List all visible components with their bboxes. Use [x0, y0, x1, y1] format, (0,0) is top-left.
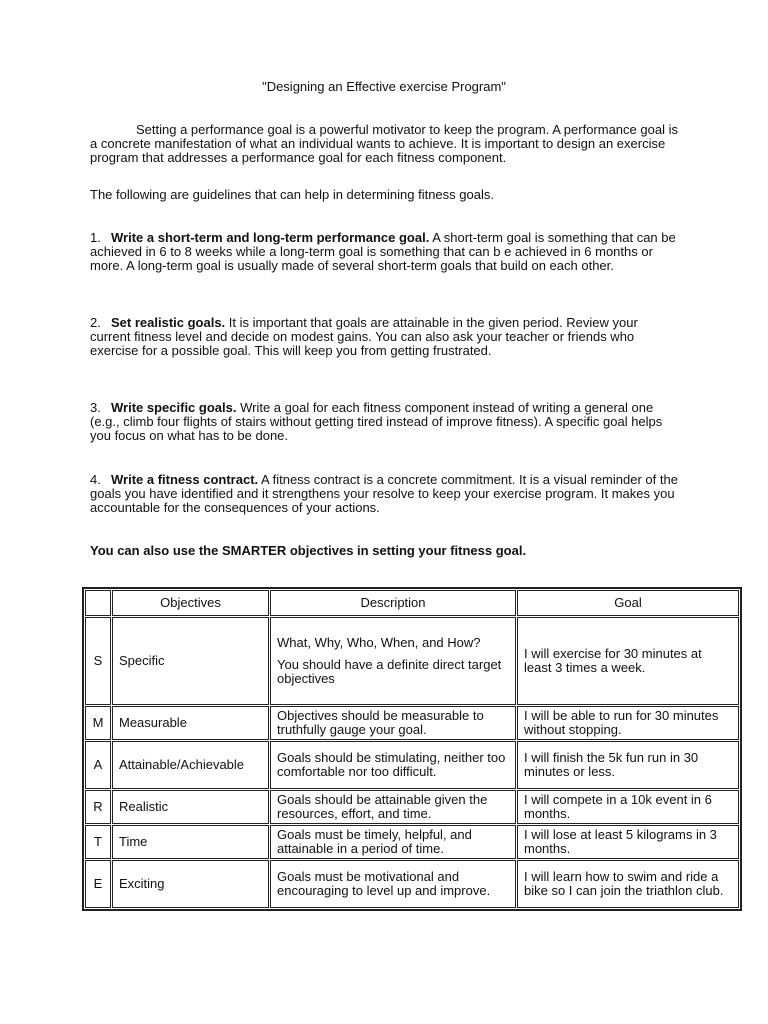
row-description: Goals must be timely, helpful, and attainable in a period of time. [270, 825, 516, 859]
guideline-heading: Write a fitness contract. [111, 472, 259, 487]
row-letter: S [85, 617, 111, 705]
smarter-note: You can also use the SMARTER objectives in setting your fitness goal. [90, 543, 527, 558]
row-description: Objectives should be measurable to truthfully gauge your goal. [270, 706, 516, 740]
header-description: Description [270, 590, 516, 616]
row-letter: T [85, 825, 111, 859]
row-letter: M [85, 706, 111, 740]
guideline-number: 2. [90, 315, 101, 330]
row-goal: I will exercise for 30 minutes at least 3 times a week. [517, 617, 739, 705]
row-objective: Attainable/Achievable [112, 741, 269, 789]
guideline-heading: Set realistic goals. [111, 315, 226, 330]
guideline-4 [90, 473, 680, 515]
guideline-2 [90, 316, 680, 358]
row-objective: Specific [112, 617, 269, 705]
row-description: Goals should be stimulating, neither too comfortable nor too difficult. [270, 741, 516, 789]
row-objective: Measurable [112, 706, 269, 740]
guideline-3 [90, 401, 680, 443]
table-row [85, 741, 739, 789]
table-header-row [85, 590, 739, 616]
row-goal: I will learn how to swim and ride a bike so I can join the triathlon club. [517, 860, 739, 908]
document-title: "Designing an Effective exercise Program" [262, 79, 506, 94]
row-goal: I will be able to run for 30 minutes without stopping. [517, 706, 739, 740]
description-line: What, Why, Who, When, and How? [277, 635, 481, 650]
header-objectives: Objectives [112, 590, 269, 616]
table-row [85, 860, 739, 908]
table-row [85, 706, 739, 740]
guideline-text: Write a goal for each fitness component instead of writing a general one (e.g., climb four flights of stairs without getting tired instead of improve fitness). A specific goal helps you focus on what has to be done. [90, 400, 663, 443]
row-goal: I will finish the 5k fun run in 30 minutes or less. [517, 741, 739, 789]
guideline-number: 3. [90, 400, 101, 415]
guideline-text: A fitness contract is a concrete commitment. It is a visual reminder of the goals you have identified and it strengthens your resolve to keep your exercise program. It makes you accountable for the consequences of your actions. [90, 472, 678, 515]
guideline-1 [90, 231, 680, 273]
row-objective: Time [112, 825, 269, 859]
guideline-heading: Write a short-term and long-term performance goal. [111, 230, 430, 245]
guideline-number: 1. [90, 230, 101, 245]
guidelines-intro: The following are guidelines that can help in determining fitness goals. [90, 187, 494, 202]
row-objective: Exciting [112, 860, 269, 908]
table-row [85, 790, 739, 824]
smarter-table [82, 587, 742, 911]
row-description: Goals should be attainable given the resources, effort, and time. [270, 790, 516, 824]
row-description [270, 617, 516, 705]
guideline-text: A short-term goal is something that can be achieved in 6 to 8 weeks while a long-term goal is something that can b e achieved in 6 months or more. A long-term goal is usually made of several short-term goals that build on each other. [90, 230, 676, 273]
guideline-number: 4. [90, 472, 101, 487]
header-goal: Goal [517, 590, 739, 616]
row-letter: A [85, 741, 111, 789]
row-description: Goals must be motivational and encouraging to level up and improve. [270, 860, 516, 908]
row-letter: E [85, 860, 111, 908]
table-row [85, 825, 739, 859]
table-row [85, 617, 739, 705]
intro-paragraph: Setting a performance goal is a powerful motivator to keep the program. A performance goal is a concrete manifestation of what an individual wants to achieve. It is important to design an exercise program that addresses a performance goal for each fitness component. [90, 122, 678, 165]
description-line: You should have a definite direct target objectives [277, 657, 502, 686]
guideline-text: It is important that goals are attainable in the given period. Review your current fitness level and decide on modest gains. You can also ask your teacher or friends who exercise for a possible goal. This will keep you from getting frustrated. [90, 315, 638, 358]
row-goal: I will compete in a 10k event in 6 months. [517, 790, 739, 824]
row-goal: I will lose at least 5 kilograms in 3 months. [517, 825, 739, 859]
guideline-heading: Write specific goals. [111, 400, 237, 415]
row-objective: Realistic [112, 790, 269, 824]
row-letter: R [85, 790, 111, 824]
header-letter [85, 590, 111, 616]
